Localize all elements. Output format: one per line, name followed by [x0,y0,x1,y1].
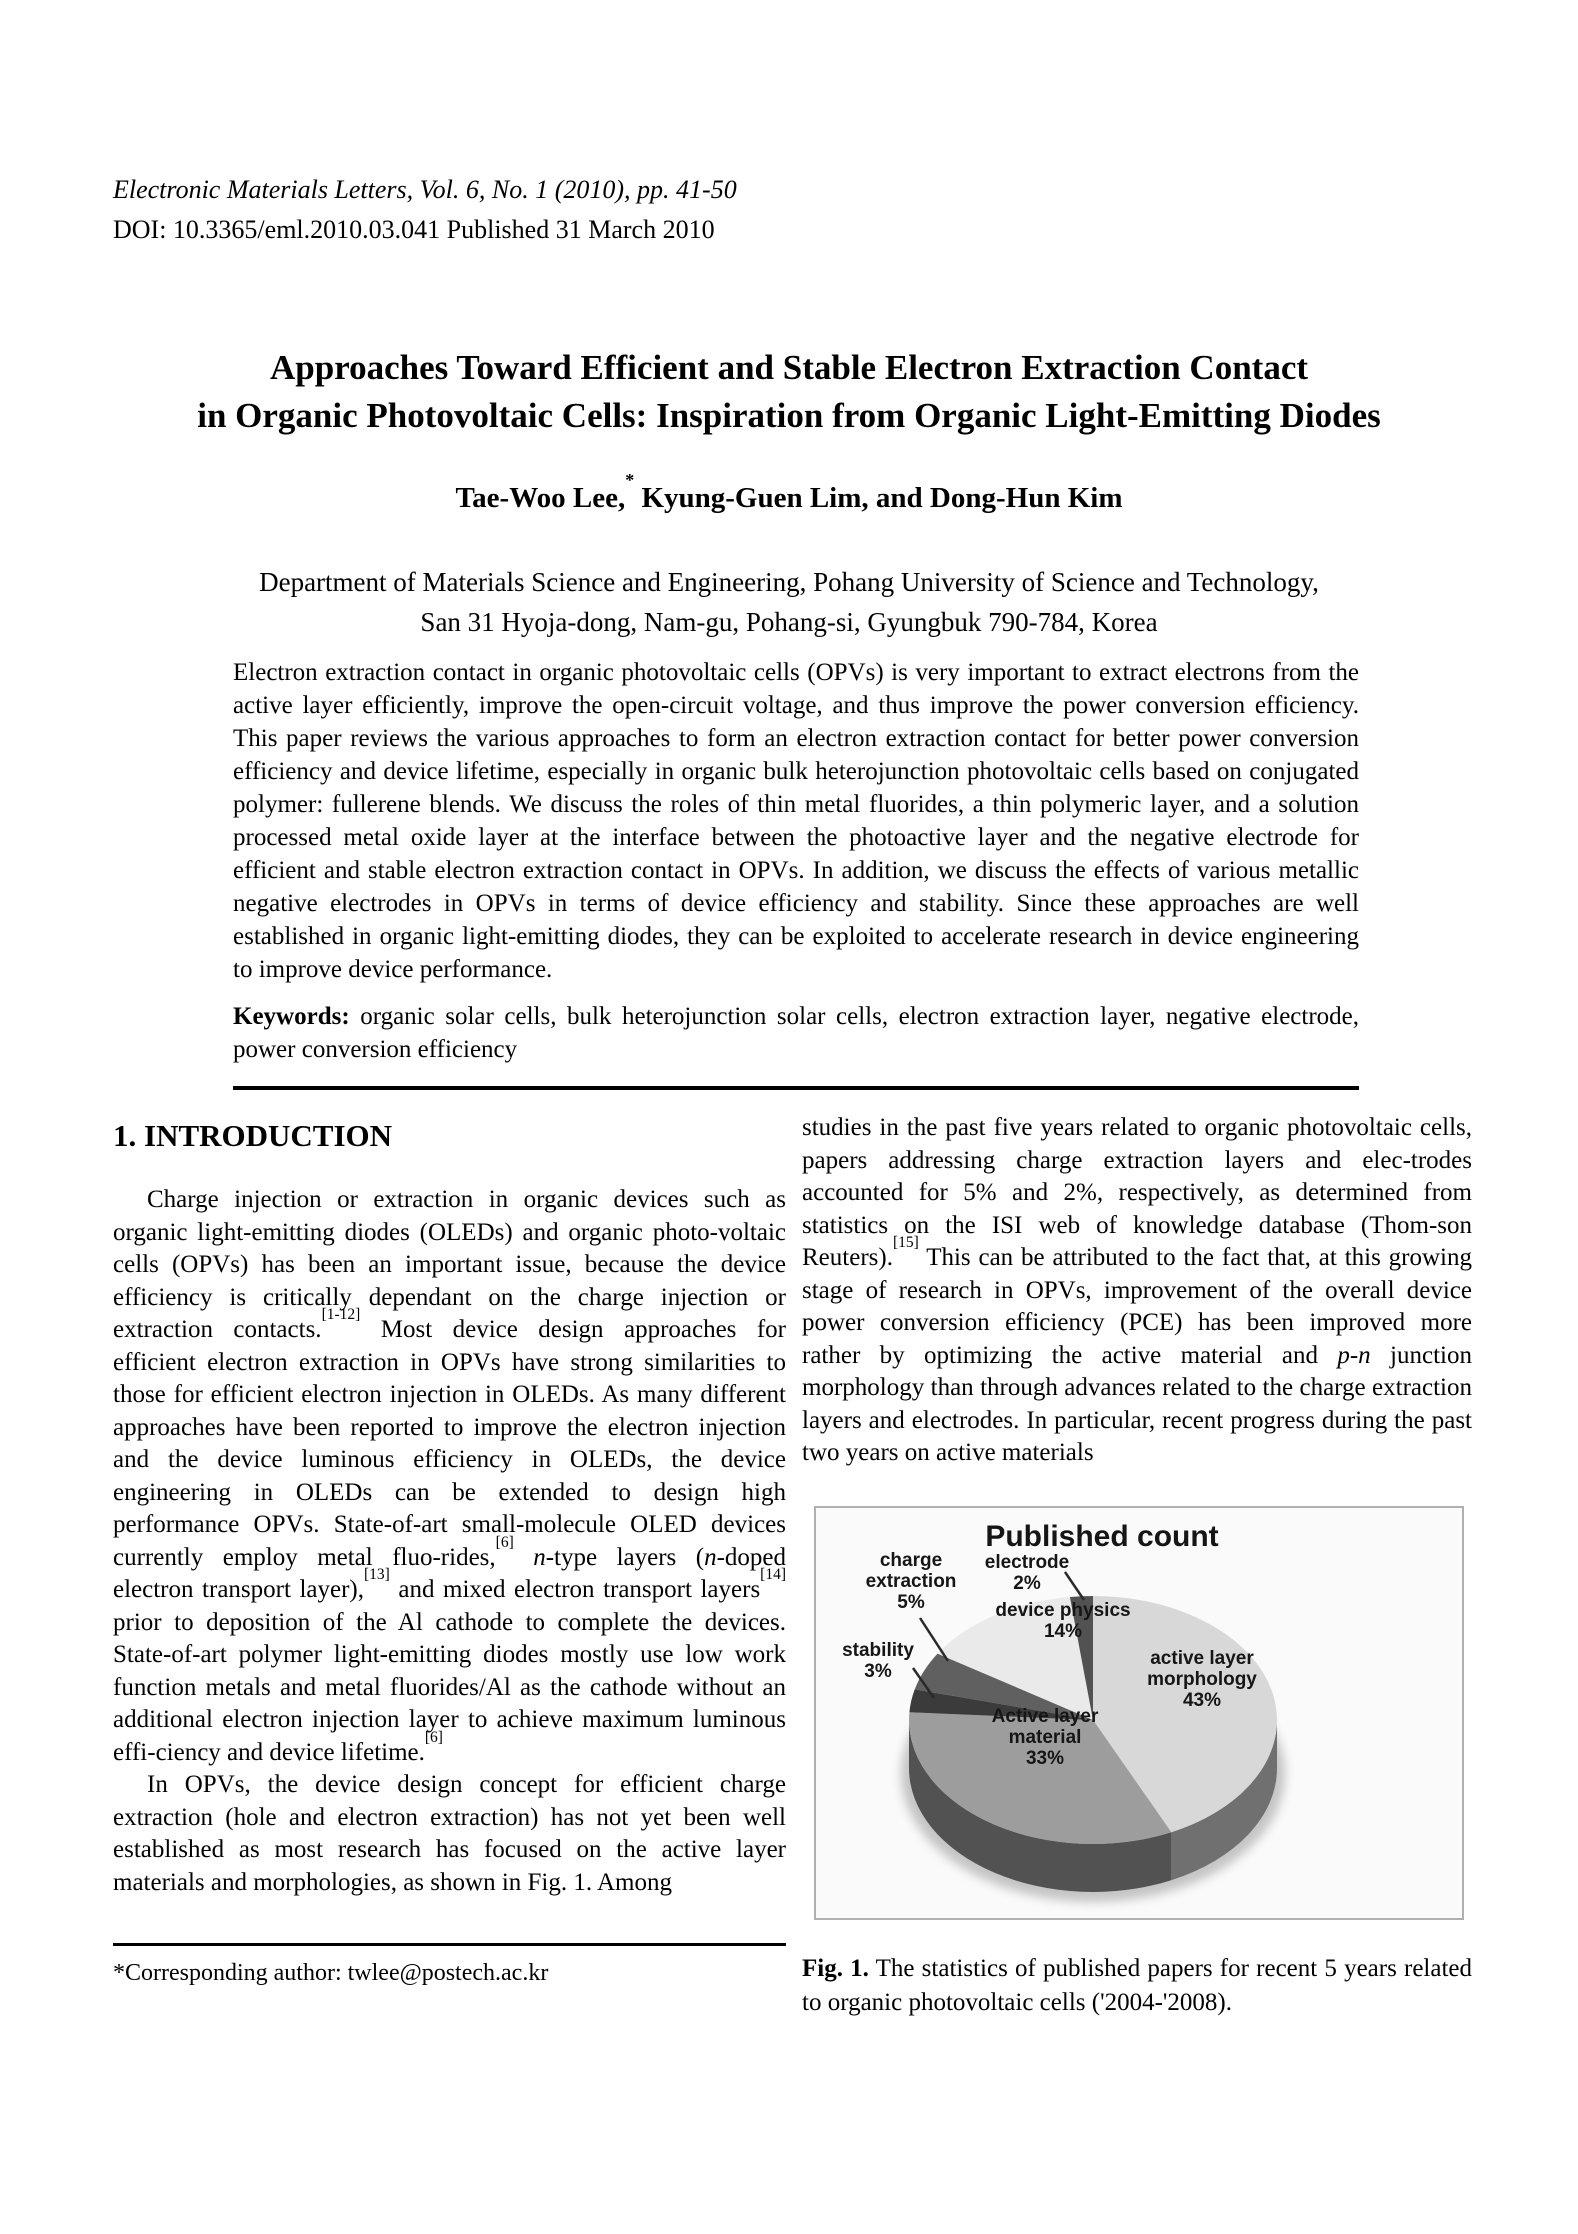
keywords-label: Keywords: [233,1003,350,1030]
left-column [113,1112,786,1899]
keywords-text: organic solar cells, bulk heterojunction solar cells, electron extraction layer, negative electrode, power conversion efficiency [233,1003,1359,1063]
pie-label-active-layer-morphology: active layer morphology 43% [1147,1647,1257,1711]
journal-header [113,170,737,250]
paragraph-intro-3: studies in the past five years related to organic photovoltaic cells, papers addressing charge extraction layers and elec-trodes accounted for 5% and 2%, respectively, as determined from statistics on the ISI web of knowledge database (Thom-son Reuters).[15] This can be attributed to the fact that, at this growing stage of research in OPVs, improvement of the overall device power conversion efficiency (PCE) has been improved more rather by optimizing the active material and p-n junction morphology than through advances related to the charge extraction layers and electrodes. In particular, recent progress during the past two years on active materials [802,1114,1472,1466]
pie-label-stability: stability 3% [842,1639,914,1682]
keywords-line [233,1000,1359,1066]
chart-title: Published count [985,1519,1219,1553]
section-heading-introduction: 1. INTRODUCTION [113,1118,393,1153]
abstract-block [233,656,1359,1090]
title-line-1: Approaches Toward Efficient and Stable Electron Extraction Contact [269,348,1309,387]
pie-label-active-layer-material: Active layer material 33% [991,1705,1099,1769]
journal-citation: Electronic Materials Letters, Vol. 6, No. 1 (2010), pp. 41-50 [113,175,737,204]
affiliation-line-2: San 31 Hyoja-dong, Nam-gu, Pohang-si, Gyungbuk 790-784, Korea [420,607,1158,637]
divider-rule [233,1086,1359,1090]
authors-line: Tae-Woo Lee,* Kyung-Guen Lim, and Dong-Hun Kim [455,470,1123,514]
pie-label-electrode: electrode 2% [984,1551,1070,1594]
figure-1 [802,1506,1472,2020]
figure-caption: Fig. 1. The statistics of published papers for recent 5 years related to organic photovoltaic cells ('2004-'2008). [802,1954,1472,2016]
footnote [113,1943,786,1987]
affiliation [0,562,1578,642]
pie-chart-figure [814,1506,1464,1920]
abstract-text: Electron extraction contact in organic photovoltaic cells (OPVs) is very important to extract electrons from the active layer efficiently, improve the open-circuit voltage, and thus improve the power conversion efficiency. This paper reviews the various approaches to form an electron extraction contact for better power conversion efficiency and device lifetime, especially in organic bulk heterojunction photovoltaic cells based on conjugated polymer: fullerene blends. We discuss the roles of thin metal fluorides, a thin polymeric layer, and a solution processed metal oxide layer at the interface between the photoactive layer and the negative electrode for efficient and stable electron extraction contact in OPVs. In addition, we discuss the effects of various metallic negative electrodes in OPVs in terms of device efficiency and stability. Since these approaches are well established in organic light-emitting diodes, they can be exploited to accelerate research in device engineering to improve device performance. [233,659,1359,983]
paragraph-intro-1: Charge injection or extraction in organic devices such as organic light-emitting diodes (OLEDs) and organic photo-voltaic cells (OPVs) has been an important issue, because the device efficiency is critically dependant on the charge injection or extraction contacts.[1-12] Most device design approaches for efficient electron extraction in OPVs have strong similarities to those for efficient electron injection in OLEDs. As many different approaches have been reported to improve the electron injection and the device luminous efficiency in OLEDs, the device engineering in OLEDs can be extended to design high performance OPVs. State-of-art small-molecule OLED devices currently employ metal fluo-rides,[6] n-type layers (n-doped electron transport layer),[13] and mixed electron transport layers[14] prior to deposition of the Al cathode to complete the devices. State-of-art polymer light-emitting diodes mostly use low work function metals and metal fluorides/Al as the cathode without an additional electron injection layer to achieve maximum luminous effi-ciency and device lifetime.[6] [113,1186,786,1766]
paragraph-intro-2: In OPVs, the device design concept for efficient charge extraction (hole and electron extraction) has not yet been well established as most research has focused on the active layer materials and morphologies, as shown in Fig. 1. Among [113,1771,786,1896]
journal-doi: DOI: 10.3365/eml.2010.03.041 Published 31 March 2010 [113,215,715,244]
title-line-2: in Organic Photovoltaic Cells: Inspiration from Organic Light-Emitting Diodes [197,396,1381,435]
paper-title [0,344,1578,440]
pie-label-charge-extraction: charge extraction 5% [865,1549,957,1613]
corresponding-author: *Corresponding author: twlee@postech.ac.kr [113,1960,549,1986]
pie-label-device-physics: device physics 14% [995,1599,1131,1642]
affiliation-line-1: Department of Materials Science and Engineering, Pohang University of Science and Technology, [259,567,1319,597]
right-column [802,1112,1472,2020]
